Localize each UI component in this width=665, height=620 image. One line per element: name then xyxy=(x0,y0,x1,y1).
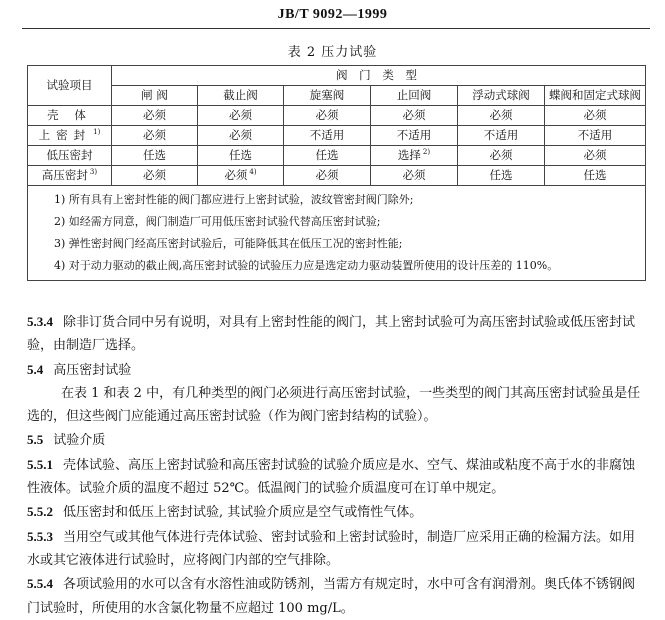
header-rule xyxy=(22,28,650,29)
clause-number: 5.5.1 xyxy=(27,456,53,472)
clause-paragraph xyxy=(27,525,647,573)
clause-paragraph xyxy=(27,358,647,382)
table-body xyxy=(28,106,646,186)
requirement-cell xyxy=(112,146,198,166)
test-item-label: 高压密封 xyxy=(41,168,88,182)
requirement-cell xyxy=(371,146,458,166)
table-row xyxy=(28,126,646,146)
requirement-cell xyxy=(458,166,545,186)
requirement-cell xyxy=(545,166,646,186)
test-item-cell xyxy=(28,106,112,126)
requirement-cell xyxy=(284,146,371,166)
requirement-value: 任选 xyxy=(583,168,607,182)
requirement-value: 必须 xyxy=(224,168,248,182)
requirement-value: 必须 xyxy=(315,168,339,182)
body-text xyxy=(27,310,647,620)
requirement-cell xyxy=(284,166,371,186)
test-item-cell xyxy=(28,146,112,166)
table-note: 4) 对于动力驱动的截止阀,高压密封试验的试验压力应是选定动力驱动装置所使用的设计压差的 110%。 xyxy=(54,259,559,272)
requirement-value: 任选 xyxy=(489,168,513,182)
clause-number: 5.5.3 xyxy=(27,528,53,544)
requirement-value: 必须 xyxy=(229,108,252,122)
requirement-value: 必须 xyxy=(143,108,166,122)
requirement-value: 必须 xyxy=(402,168,426,182)
table-caption: 表 2 压力试验 xyxy=(287,45,378,60)
table-note: 3) 弹性密封阀门经高压密封试验后，可能降低其在低压工况的密封性能; xyxy=(54,237,403,250)
clause-text: 在表 1 和表 2 中，有几种类型的阀门必须进行高压密封试验，一些类型的阀门其高压密封试验虽是任选的，但这些阀门应能通过高压密封试验（作为阀门密封结构的试验）。 xyxy=(27,385,641,425)
clause-number: 5.5.2 xyxy=(27,504,53,520)
test-item-label: 壳 体 xyxy=(47,108,92,122)
test-item-cell xyxy=(28,166,112,186)
clause-number: 5.4 xyxy=(27,361,44,377)
requirement-value: 必须 xyxy=(315,108,339,122)
table-row xyxy=(28,106,646,126)
test-item-label: 上密封 xyxy=(38,128,92,142)
standard-code-header: JB/T 9092—1999 xyxy=(277,7,388,22)
requirement-value: 任选 xyxy=(315,148,339,162)
valve-type-group-header: 阀 门 类 型 xyxy=(112,66,646,86)
valve-type-header: 截止阀 xyxy=(198,86,284,106)
requirement-cell xyxy=(284,126,371,146)
requirement-cell xyxy=(112,166,198,186)
footnote-mark: 1) xyxy=(93,128,101,137)
requirement-value: 必须 xyxy=(143,128,166,142)
requirement-cell xyxy=(112,106,198,126)
requirement-cell xyxy=(545,106,646,126)
valve-type-header: 止回阀 xyxy=(371,86,458,106)
clause-text: 除非订货合同中另有说明，对具有上密封性能的阀门，其上密封试验可为高压密封试验或低压密封试验，由制造厂选择。 xyxy=(27,315,636,354)
corner-header: 试验项目 xyxy=(28,66,112,106)
requirement-cell xyxy=(198,166,284,186)
requirement-cell xyxy=(545,146,646,166)
requirement-cell xyxy=(458,106,545,126)
requirement-value: 必须 xyxy=(229,128,252,142)
requirement-value: 不适用 xyxy=(309,128,345,142)
clause-text: 高压密封试验 xyxy=(53,362,132,378)
table-row xyxy=(28,146,646,166)
clause-text: 当用空气或其他气体进行壳体试验、密封试验和上密封试验时，制造厂应采用正确的检漏方法。如用水或其它液体进行试验时，应将阀门内部的空气排除。 xyxy=(27,529,636,568)
requirement-cell xyxy=(198,126,284,146)
requirement-value: 不适用 xyxy=(577,128,613,142)
valve-type-header-row xyxy=(28,86,646,106)
requirement-value: 选择 xyxy=(397,148,421,162)
footnote-mark: 2) xyxy=(422,148,431,157)
requirement-cell xyxy=(371,106,458,126)
requirement-cell xyxy=(112,126,198,146)
clause-number: 5.3.4 xyxy=(27,314,53,329)
footnote-mark: 3) xyxy=(89,168,98,177)
requirement-value: 必须 xyxy=(143,168,166,182)
requirement-value: 任选 xyxy=(229,148,252,162)
clause-number: 5.5 xyxy=(27,432,44,448)
valve-type-header: 旋塞阀 xyxy=(284,86,371,106)
requirement-value: 必须 xyxy=(402,108,426,122)
requirement-cell xyxy=(198,106,284,126)
requirement-value: 必须 xyxy=(583,148,607,162)
clause-paragraph xyxy=(27,453,647,501)
requirement-value: 不适用 xyxy=(396,128,432,142)
requirement-cell xyxy=(284,106,371,126)
requirement-cell xyxy=(458,146,545,166)
requirement-value: 不适用 xyxy=(483,128,519,142)
clause-paragraph xyxy=(27,500,647,524)
requirement-cell xyxy=(545,126,646,146)
requirement-value: 必须 xyxy=(583,108,607,122)
table-note: 1) 所有具有上密封性能的阀门都应进行上密封试验，波纹管密封阀门除外; xyxy=(54,193,414,206)
requirement-cell xyxy=(198,146,284,166)
requirement-value: 必须 xyxy=(489,108,513,122)
table-notes xyxy=(28,186,646,281)
clause-paragraph xyxy=(27,428,647,452)
clause-paragraph xyxy=(27,572,647,620)
pressure-test-table xyxy=(27,65,646,281)
requirement-value: 必须 xyxy=(489,148,513,162)
clause-text: 各项试验用的水可以含有水溶性油或防锈剂，当需方有规定时，水中可含有润滑剂。奥氏体不锈钢阀门试验时，所使用的水含氯化物量不应超过 100 mg/L。 xyxy=(27,577,636,616)
valve-type-header: 蝶阀和固定式球阀 xyxy=(545,86,646,106)
requirement-cell xyxy=(371,126,458,146)
test-item-cell xyxy=(28,126,112,146)
table-note: 2) 如经需方同意，阀门制造厂可用低压密封试验代替高压密封试验; xyxy=(54,215,381,228)
clause-paragraph xyxy=(27,382,647,429)
clause-text: 壳体试验、高压上密封试验和高压密封试验的试验介质应是水、空气、煤油或粘度不高于水的非腐蚀性液体。试验介质的温度不超过 52℃。低温阀门的试验介质温度可在订单中规定。 xyxy=(27,457,636,497)
clause-text: 低压密封和低压上密封试验, 其试验介质应是空气或惰性气体。 xyxy=(63,505,423,521)
requirement-cell xyxy=(371,166,458,186)
valve-type-header: 闸 阀 xyxy=(112,86,198,106)
clause-paragraph xyxy=(27,310,647,358)
clause-text: 试验介质 xyxy=(53,433,106,449)
requirement-cell xyxy=(458,126,545,146)
clause-number: 5.5.4 xyxy=(27,576,53,592)
valve-type-header: 浮动式球阀 xyxy=(458,86,545,106)
test-item-label: 低压密封 xyxy=(46,148,93,162)
footnote-mark: 4) xyxy=(249,168,257,177)
requirement-value: 任选 xyxy=(143,148,166,162)
table-row xyxy=(28,166,646,186)
